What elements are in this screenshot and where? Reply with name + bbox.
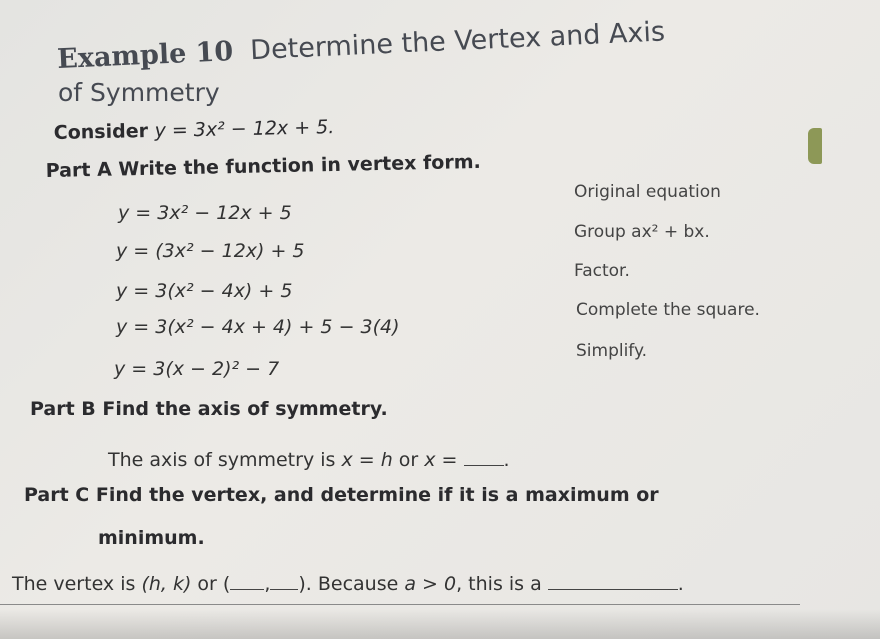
max-min-blank[interactable] (548, 570, 678, 590)
vertex-condition: a > 0 (404, 573, 457, 595)
axis-answer-blank[interactable] (464, 446, 504, 466)
part-a-heading: Part A Write the function in vertex form. (45, 150, 481, 182)
step-5-equation: y = 3(x − 2)² − 7 (114, 358, 280, 380)
example-title-line2: of Symmetry (58, 78, 220, 107)
page-tab-marker (808, 128, 822, 164)
example-title (57, 16, 666, 75)
page-shadow (0, 609, 880, 639)
vertex-sentence-start: The vertex is (12, 573, 142, 595)
example-title-line1: Determine the Vertex and Axis (249, 16, 666, 67)
part-c-heading-line2: minimum. (98, 527, 205, 549)
axis-end: . (503, 449, 510, 471)
vertex-k-blank[interactable] (270, 570, 298, 590)
axis-or: or (392, 449, 425, 471)
consider-label: Consider (53, 120, 149, 144)
vertex-h-blank[interactable] (230, 570, 264, 590)
step-2-equation: y = (3x² − 12x) + 5 (116, 240, 305, 262)
step-1-note: Original equation (574, 182, 721, 202)
vertex-this-is: , this is a (456, 573, 548, 595)
vertex-sentence (12, 570, 684, 595)
part-b-heading: Part B Find the axis of symmetry. (30, 398, 388, 420)
axis-sentence-start: The axis of symmetry is (108, 449, 342, 471)
part-c-heading: Part C Find the vertex, and determine if it is a maximum or (24, 484, 659, 506)
step-2-note: Group ax² + bx. (574, 222, 710, 242)
step-1-equation: y = 3x² − 12x + 5 (118, 202, 292, 224)
example-label: Example 10 (56, 36, 234, 75)
consider-statement (54, 116, 335, 144)
axis-sentence (108, 446, 510, 471)
axis-eq-h: x = h (341, 449, 393, 471)
step-3-note: Factor. (574, 261, 630, 281)
step-4-note: Complete the square. (576, 300, 760, 320)
step-4-equation: y = 3(x² − 4x + 4) + 5 − 3(4) (116, 316, 400, 338)
axis-eq-x: x = (424, 449, 464, 471)
step-5-note: Simplify. (576, 341, 648, 361)
vertex-comma: , (264, 573, 271, 595)
step-3-equation: y = 3(x² − 4x) + 5 (116, 280, 293, 302)
vertex-hk: (h, k) (141, 573, 192, 595)
consider-equation: y = 3x² − 12x + 5. (154, 116, 335, 142)
vertex-or: or ( (191, 573, 231, 595)
vertex-because: ). Because (298, 573, 405, 595)
vertex-end: . (677, 573, 684, 595)
bottom-rule (0, 604, 800, 605)
